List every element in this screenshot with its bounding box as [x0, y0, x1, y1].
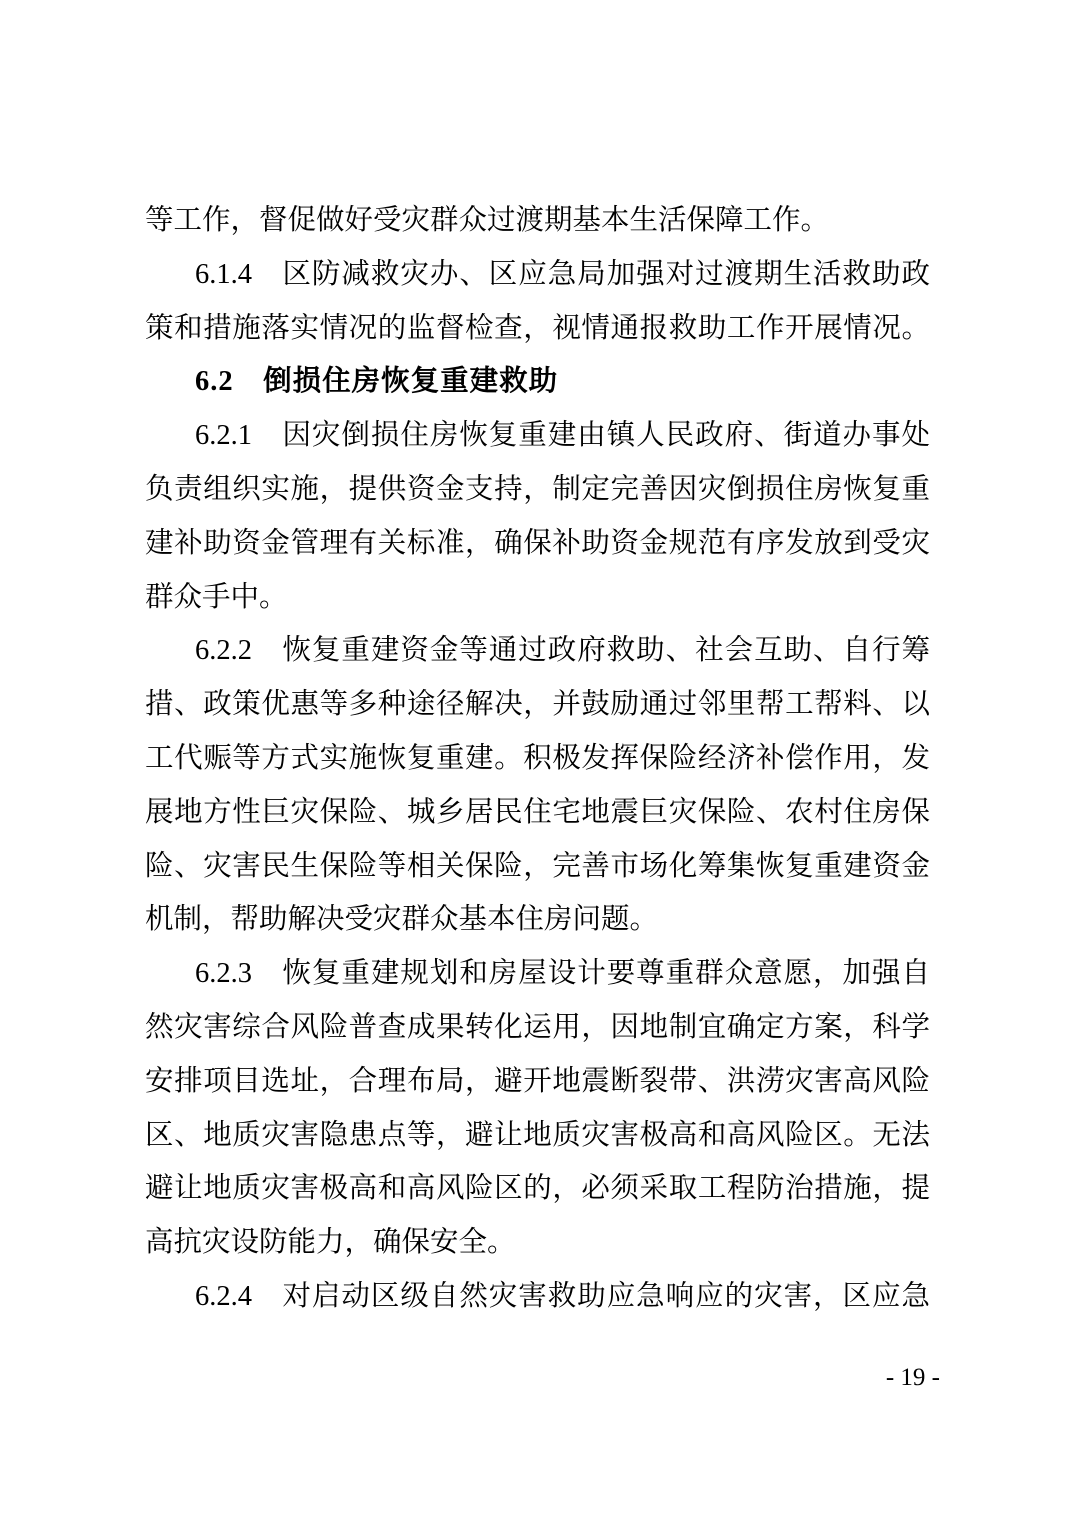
paragraph-6-2-3-line: 避让地质灾害极高和高风险区的，必须采取工程防治措施，提: [145, 1173, 930, 1205]
document-body: [145, 194, 930, 1324]
paragraph-6-2-3-line: 区、地质灾害隐患点等，避让地质灾害极高和高风险区。无法: [145, 1119, 930, 1151]
paragraph-6-2-2-line: 机制，帮助解决受灾群众基本住房问题。: [145, 904, 659, 936]
paragraph-6-2-2-line: 展地方性巨灾保险、城乡居民住宅地震巨灾保险、农村住房保: [145, 796, 930, 828]
paragraph-6-2-3-line: 高抗灾设防能力，确保安全。: [145, 1227, 516, 1259]
paragraph-6-2-2-line: 6.2.2 恢复重建资金等通过政府救助、社会互助、自行筹: [195, 635, 930, 667]
section-heading-6-2: 6.2 倒损住房恢复重建救助: [195, 366, 559, 398]
paragraph-6-1-4-line: 策和措施落实情况的监督检查，视情通报救助工作开展情况。: [145, 312, 930, 344]
paragraph-6-2-2-line: 措、政策优惠等多种途径解决，并鼓励通过邻里帮工帮料、以: [145, 689, 930, 721]
paragraph-6-1-4-line: 6.1.4 区防减救灾办、区应急局加强对过渡期生活救助政: [195, 258, 930, 290]
text-line: 等工作，督促做好受灾群众过渡期基本生活保障工作。: [145, 205, 830, 236]
paragraph-6-2-2-line: 险、灾害民生保险等相关保险，完善市场化筹集恢复重建资金: [145, 850, 930, 882]
paragraph-6-2-1-line: 群众手中。: [145, 581, 288, 613]
paragraph-6-2-2-line: 工代赈等方式实施恢复重建。积极发挥保险经济补偿作用，发: [145, 742, 930, 774]
paragraph-6-2-1-line: 负责组织实施，提供资金支持，制定完善因灾倒损住房恢复重: [145, 473, 930, 505]
paragraph-6-2-3-line: 然灾害综合风险普查成果转化运用，因地制宜确定方案，科学: [145, 1011, 930, 1043]
paragraph-6-2-3-line: 6.2.3 恢复重建规划和房屋设计要尊重群众意愿，加强自: [195, 958, 930, 990]
paragraph-6-2-1-line: 6.2.1 因灾倒损住房恢复重建由镇人民政府、街道办事处: [195, 420, 930, 452]
paragraph-6-2-3-line: 安排项目选址，合理布局，避开地震断裂带、洪涝灾害高风险: [145, 1065, 930, 1097]
page-number: - 19 -: [885, 1364, 940, 1391]
paragraph-6-2-4-line: 6.2.4 对启动区级自然灾害救助应急响应的灾害，区应急: [195, 1280, 930, 1312]
paragraph-6-2-1-line: 建补助资金管理有关标准，确保补助资金规范有序发放到受灾: [145, 527, 930, 559]
